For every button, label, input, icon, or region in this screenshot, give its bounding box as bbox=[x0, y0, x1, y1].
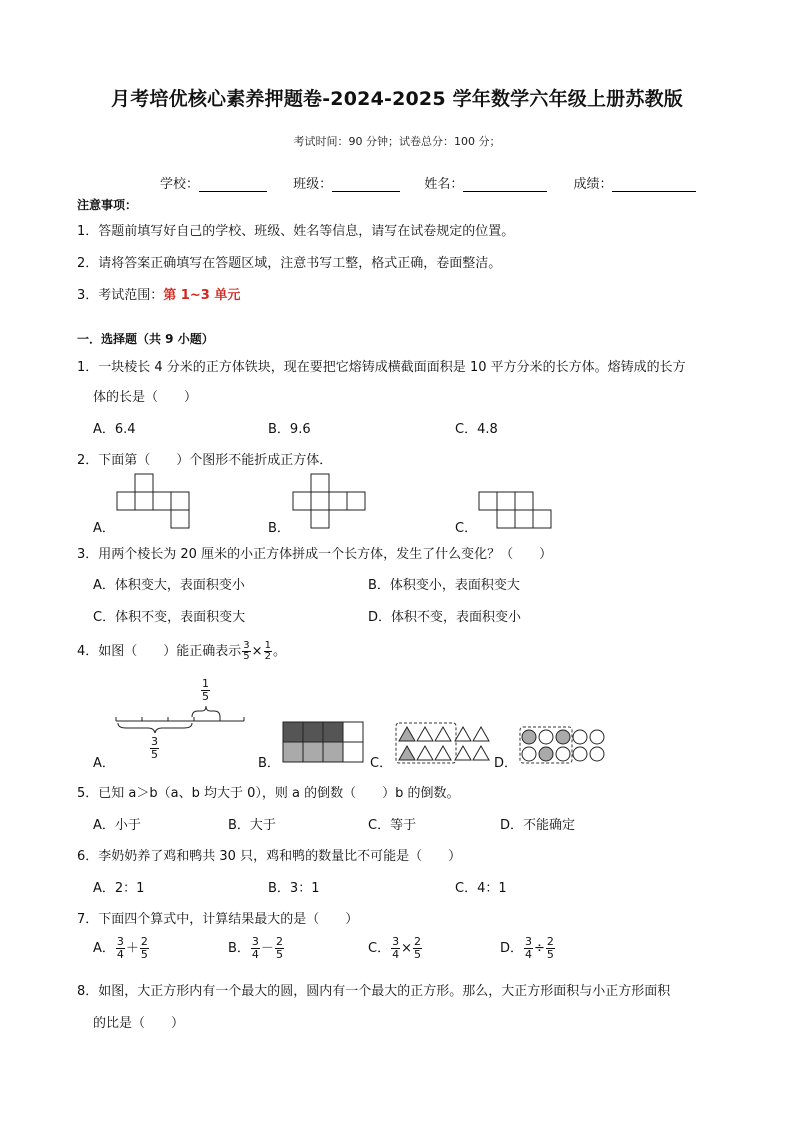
q7-a-n1: 3 bbox=[116, 935, 124, 948]
name-label: 姓名： bbox=[424, 177, 464, 192]
q1-text-line1: 1．一块棱长 4 分米的正方体铁块，现在要把它熔铸成横截面面积是 10 平方分米的长方体。熔铸成的长方 bbox=[77, 360, 686, 375]
q4-option-b[interactable]: B． bbox=[258, 756, 280, 771]
q7-a-op: ＋ bbox=[125, 941, 139, 956]
q1-text-line2: 体的长是（ ） bbox=[93, 390, 198, 405]
q7-d-d1: 4 bbox=[525, 948, 533, 961]
q2-text: 2．下面第（ ）个图形不能折成正方体． bbox=[77, 453, 333, 468]
q7-a-d2: 5 bbox=[140, 948, 148, 961]
q7-option-c[interactable] bbox=[368, 936, 423, 961]
q4-top-fraction bbox=[201, 678, 210, 703]
q4-f1-num: 3 bbox=[243, 640, 250, 651]
name-field[interactable] bbox=[463, 177, 547, 192]
q8-text-line2: 的比是（ ） bbox=[93, 1016, 185, 1031]
q5-option-b[interactable]: B．大于 bbox=[228, 818, 276, 833]
q7-d-n2: 2 bbox=[546, 935, 554, 948]
q5-text: 5．已知 a＞b（a、b 均大于 0），则 a 的倒数（ ）b 的倒数。 bbox=[77, 786, 460, 801]
q7-b-frac1 bbox=[251, 936, 260, 961]
q4-triangles-c bbox=[395, 722, 497, 766]
q7-c-d1: 4 bbox=[392, 948, 400, 961]
q7-b-n2: 2 bbox=[275, 935, 283, 948]
q7-c-op: × bbox=[401, 941, 412, 956]
q4-times: × bbox=[251, 644, 263, 659]
exam-info: 考试时间：90 分钟；试卷总分：100 分； bbox=[293, 135, 501, 148]
q7-option-d[interactable] bbox=[500, 936, 556, 961]
note-3-prefix: 3．考试范围： bbox=[77, 288, 164, 303]
q3-text: 3．用两个棱长为 20 厘米的小正方体拼成一个长方体，发生了什么变化？（ ） bbox=[77, 547, 553, 562]
q5-option-c[interactable]: C．等于 bbox=[368, 818, 417, 833]
q7-b-d2: 5 bbox=[275, 948, 283, 961]
q4-bottom-fraction bbox=[150, 736, 159, 761]
q6-option-c[interactable]: C．4：1 bbox=[455, 881, 507, 896]
q7-c-d2: 5 bbox=[413, 948, 421, 961]
class-label: 班级： bbox=[293, 177, 333, 192]
q7-a-d1: 4 bbox=[116, 948, 124, 961]
q1-option-a[interactable]: A．6.4 bbox=[93, 422, 136, 437]
q4-option-a[interactable]: A． bbox=[93, 756, 115, 771]
q1-option-b[interactable]: B．9.6 bbox=[268, 422, 311, 437]
q4-option-d[interactable]: D． bbox=[494, 756, 518, 771]
q7-d-label: D． bbox=[500, 941, 524, 956]
q4-bottom-den: 5 bbox=[151, 748, 158, 761]
q7-d-op: ÷ bbox=[534, 941, 545, 956]
q3-option-b[interactable]: B．体积变小，表面积变大 bbox=[368, 578, 520, 593]
q6-text: 6．李奶奶养了鸡和鸭共 30 只，鸡和鸭的数量比不可能是（ ） bbox=[77, 849, 462, 864]
q8-text-line1: 8．如图，大正方形内有一个最大的圆，圆内有一个最大的正方形。那么，大正方形面积与小正方形面积 bbox=[77, 984, 671, 999]
score-field[interactable] bbox=[612, 177, 696, 192]
q4-fraction-1 bbox=[242, 641, 250, 662]
q7-c-n2: 2 bbox=[413, 935, 421, 948]
q7-b-op: － bbox=[260, 941, 274, 956]
q2-option-b[interactable]: B． bbox=[268, 521, 290, 536]
note-2: 2．请将答案正确填写在答题区域，注意书写工整，格式正确，卷面整洁。 bbox=[77, 256, 502, 271]
q7-a-frac1 bbox=[116, 936, 125, 961]
q4-text-suffix: 。 bbox=[272, 644, 286, 659]
score-label: 成绩： bbox=[573, 177, 613, 192]
q7-c-label: C． bbox=[368, 941, 391, 956]
school-label: 学校： bbox=[160, 177, 200, 192]
q7-c-frac2 bbox=[413, 936, 422, 961]
q5-option-d[interactable]: D．不能确定 bbox=[500, 818, 576, 833]
q7-text: 7．下面四个算式中，计算结果最大的是（ ） bbox=[77, 912, 359, 927]
note-1: 1．答题前填写好自己的学校、班级、姓名等信息，请写在试卷规定的位置。 bbox=[77, 224, 515, 239]
q7-b-d1: 4 bbox=[251, 948, 259, 961]
q4-f1-den: 5 bbox=[243, 651, 250, 662]
q1-option-c[interactable]: C．4.8 bbox=[455, 422, 498, 437]
q6-option-a[interactable]: A．2：1 bbox=[93, 881, 145, 896]
q4-f2-num: 1 bbox=[264, 640, 271, 651]
q2-option-a[interactable]: A． bbox=[93, 521, 115, 536]
q7-a-label: A． bbox=[93, 941, 115, 956]
q4-f2-den: 2 bbox=[264, 651, 271, 662]
q2-net-c bbox=[479, 492, 569, 530]
q2-option-c[interactable]: C． bbox=[455, 521, 478, 536]
q7-b-n1: 3 bbox=[251, 935, 259, 948]
q7-d-frac2 bbox=[546, 936, 555, 961]
q4-grid-b bbox=[283, 722, 365, 764]
exam-range: 第 1~3 单元 bbox=[163, 288, 241, 303]
q4-bottom-num: 3 bbox=[151, 735, 158, 748]
q2-net-b bbox=[293, 474, 373, 530]
q7-a-n2: 2 bbox=[140, 935, 148, 948]
section-heading: 一．选择题（共 9 小题） bbox=[77, 332, 214, 346]
q7-d-n1: 3 bbox=[525, 935, 533, 948]
note-3 bbox=[77, 284, 240, 303]
q4-number-line bbox=[116, 705, 248, 735]
q3-option-a[interactable]: A．体积变大，表面积变小 bbox=[93, 578, 245, 593]
q4-text-prefix: 4．如图（ ）能正确表示 bbox=[77, 644, 242, 659]
q4-fraction-2 bbox=[264, 641, 272, 662]
q6-option-b[interactable]: B．3：1 bbox=[268, 881, 320, 896]
notes-heading: 注意事项： bbox=[77, 198, 138, 212]
q7-option-a[interactable] bbox=[93, 936, 150, 961]
q7-c-n1: 3 bbox=[392, 935, 400, 948]
school-field[interactable] bbox=[199, 177, 267, 192]
q7-option-b[interactable] bbox=[228, 936, 285, 961]
q3-option-d[interactable]: D．体积不变，表面积变小 bbox=[368, 610, 522, 625]
student-info-fields bbox=[160, 173, 710, 192]
q7-d-d2: 5 bbox=[546, 948, 554, 961]
q2-net-a bbox=[117, 474, 197, 530]
q3-option-c[interactable]: C．体积不变，表面积变大 bbox=[93, 610, 246, 625]
q7-b-label: B． bbox=[228, 941, 250, 956]
q4-option-c[interactable]: C． bbox=[370, 756, 393, 771]
q4-top-den: 5 bbox=[202, 690, 209, 703]
q7-d-frac1 bbox=[524, 936, 533, 961]
q7-b-frac2 bbox=[275, 936, 284, 961]
q7-c-frac1 bbox=[391, 936, 400, 961]
q4-top-num: 1 bbox=[202, 677, 209, 690]
q7-a-frac2 bbox=[140, 936, 149, 961]
q4-text bbox=[77, 640, 286, 662]
class-field[interactable] bbox=[332, 177, 400, 192]
q4-circles-d bbox=[519, 726, 609, 766]
page-title: 月考培优核心素养押题卷-2024-2025 学年数学六年级上册苏教版 bbox=[111, 88, 683, 110]
q5-option-a[interactable]: A．小于 bbox=[93, 818, 141, 833]
